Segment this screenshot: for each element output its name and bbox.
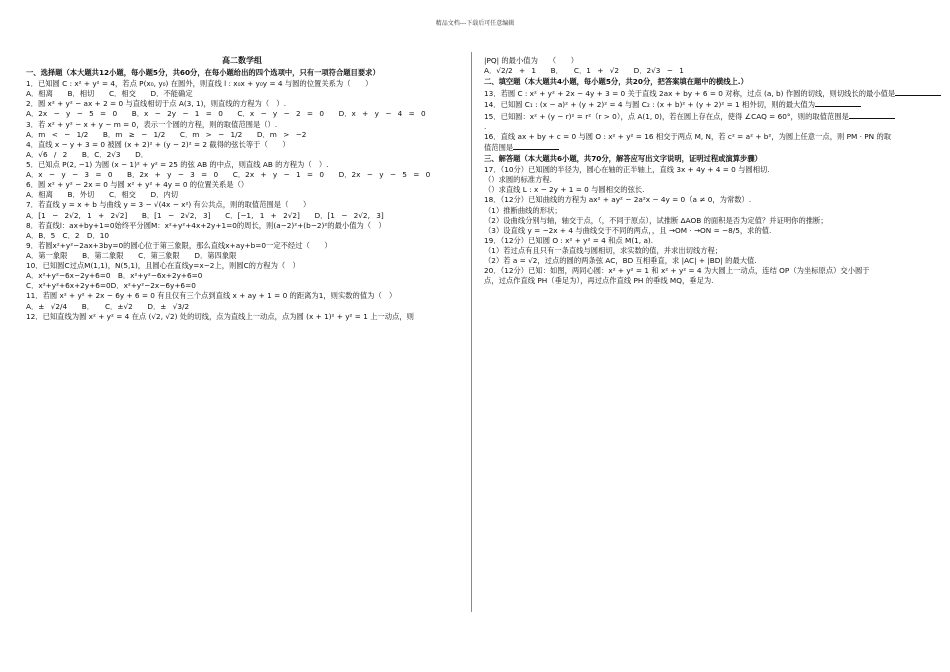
right-column [484, 56, 924, 286]
question-line [26, 261, 458, 270]
line-text: A．相离 B．相切 C．相交 D．不能确定 [26, 89, 193, 99]
line-text: 二、填空题（本大题共4小题，每小题5分，共20分，把答案填在题中的横线上.） [484, 77, 748, 87]
question-line [26, 200, 458, 209]
line-text: C．x²+y²+6x+2y+6=0D．x²+y²−2x−6y+6=0 [26, 281, 196, 291]
line-text: 一、选择题（本大题共12小题，每小题5分，共60分，在每小题给出的四个选项中，只有一项符合题目要求） [26, 68, 380, 77]
line-text: 三、解答题（本大题共6小题，共70分，解答应写出文字说明，证明过程或演算步骤） [484, 153, 762, 163]
question-line [484, 216, 924, 225]
question-line [484, 132, 924, 141]
question-line [484, 266, 924, 275]
question-line [26, 120, 458, 129]
line-text: 20．（12分）已知：如图，两同心圆：x² + y² = 1 和 x² + y² = 4 为大圆上一动点，连结 OP（为坐标原点）交小圆于 [484, 266, 870, 276]
line-text: A．2x − y − 5 = 0 B．x − 2y − 1 = 0 C．x − y − 2 = 0 D．x + y − 4 = 0 [26, 109, 426, 119]
question-line [484, 56, 924, 65]
line-text: 9．若圆x²+y²−2ax+3by=0的圆心位于第三象限，那么直线x+ay+b=0一定不经过（ ） [26, 240, 332, 250]
line-text: A．B．5 C．2 D．10 [26, 230, 110, 240]
section-heading [484, 154, 924, 163]
line-text: A．√6 / 2 B．C．2√3 D． [26, 149, 149, 159]
answer-options [26, 190, 458, 199]
answer-blank[interactable] [815, 99, 861, 107]
line-text: A．x − y − 3 = 0 B．2x + y − 3 = 0 C．2x + y − 1 = 0 D．2x − y − 5 = 0 [26, 170, 431, 180]
section-heading [26, 68, 458, 77]
answer-blank[interactable] [513, 142, 559, 150]
page-header: 精品文档---下载后可任意编辑 [435, 20, 515, 27]
question-line [26, 140, 458, 149]
line-text: A．[1 − 2√2, 1 + 2√2] B．[1 − 2√2, 3] C．[−1, 1 + 2√2] D．[1 − 2√2, 3] [26, 210, 384, 220]
line-text: A．√2/2 + 1 B． C．1 + √2 D．2√3 − 1 [484, 66, 684, 76]
question-line [26, 180, 458, 189]
question-line [26, 79, 458, 88]
question-line [484, 256, 924, 265]
answer-options [26, 231, 458, 240]
section-heading [484, 77, 924, 86]
question-line [26, 291, 458, 300]
answer-options [26, 170, 458, 179]
line-text: 16．直线 ax + by + c = 0 与圆 O : x² + y² = 16 相交于两点 M, N，若 c² = a² + b²，为圆上任意一点，则 PM · PN 的取 [484, 131, 892, 141]
line-text: 1．已知圆 C : x² + y² = 4，若点 P(x₀, y₀) 在圆外，则直线 l : x₀x + y₀y = 4 与圆的位置关系为（ ） [26, 79, 373, 89]
line-text: 19．（12分）已知圆 O : x² + y² = 4 和点 M(1, a). [484, 235, 654, 245]
line-text: 10．已知圆C过点M(1,1)，N(5,1)，且圆心在直线y=x−2上，则圆C的方程为（ ） [26, 261, 300, 271]
line-text: 点，过点作直线 PH（垂足为），再过点作直线 PH 的垂线 MQ，垂足为. [484, 276, 714, 286]
line-text: 值范围是 [484, 142, 514, 152]
line-text: 3．若 x² + y² − x + y − m = 0，表示一个圆的方程，则的取值范围是（）. [26, 119, 278, 129]
question-line [484, 185, 924, 194]
line-text: A．m < − 1/2 B．m ≥ − 1/2 C．m > − 1/2 D．m > −2 [26, 129, 307, 139]
line-text: 13．若圆 C : x² + y² + 2x − 4y + 3 = 0 关于直线 2ax + by + 6 = 0 对称，过点 (a, b) 作圆的切线，则切线长的最小值是 [484, 89, 896, 99]
line-text: （3）设直线 y = −2x + 4 与曲线交于不同的两点，，且 →OM · →ON = −8/5，求的值. [484, 225, 772, 235]
answer-options [26, 211, 458, 220]
question-line [484, 165, 924, 174]
line-text: 12．已知直线为圆 x² + y² = 4 在点 (√2, √2) 处的切线，点为直线上一动点，点为圆 (x + 1)² + y² = 1 上一动点，则 [26, 311, 414, 321]
question-line [26, 221, 458, 230]
line-text: A．第一象限 B．第二象限 C．第三象限 D．第四象限 [26, 250, 237, 260]
line-text: 8．若直线l：ax+by+1=0始终平分圆M：x²+y²+4x+2y+1=0的周长，则(a−2)²+(b−2)²的最小值为（ ） [26, 220, 386, 230]
question-line [484, 206, 924, 215]
answer-options [26, 89, 458, 98]
exam-title: 高二数学组 [222, 56, 262, 65]
question-line [26, 99, 458, 108]
line-text: 11．若圆 x² + y² + 2x − 6y + 6 = 0 有且仅有三个点到直线 x + ay + 1 = 0 的距离为1，则实数的值为（ ） [26, 291, 397, 301]
right-lines [484, 56, 924, 285]
left-lines [26, 68, 458, 321]
answer-options [26, 302, 458, 311]
line-text: |PQ| 的最小值为 （ ） [484, 56, 578, 65]
question-line [484, 236, 924, 245]
line-text: 7．若直线 y = x + b 与曲线 y = 3 − √(4x − x²) 有公共点，则的取值范围是（ ） [26, 200, 311, 210]
line-text: 17．（10分）已知圆的半径为，圆心在轴的正半轴上，直线 3x + 4y + 4 = 0 与圆相切. [484, 165, 770, 175]
line-text: A．相离 B．外切 C．相交 D．内切 [26, 190, 179, 200]
answer-options [484, 66, 924, 75]
answer-options [26, 150, 458, 159]
line-text: （）求直线 L : x − 2y + 1 = 0 与圆相交的弦长. [484, 185, 645, 195]
question-line [484, 276, 924, 285]
column-divider [471, 52, 472, 612]
left-column [26, 56, 458, 322]
question-line [484, 99, 924, 109]
answer-options [26, 109, 458, 118]
question-line [484, 122, 924, 131]
question-line [26, 241, 458, 250]
line-text: （2）设曲线分别与轴，轴交于点，（，不同于原点），试推断 ΔAOB 的面积是否为定值？并证明你的推断； [484, 215, 828, 225]
line-text: （）求圆的标准方程. [484, 175, 552, 185]
line-text: （1）推断曲线的形状； [484, 205, 562, 215]
line-text: 5．已知点 P(2, −1) 为圆 (x − 1)² + y² = 25 的弦 AB 的中点，则直线 AB 的方程为（ ）. [26, 159, 329, 169]
question-line [484, 195, 924, 204]
question-line [484, 88, 924, 98]
line-text: 18．（12分）已知曲线的方程为 ax² + ay² − 2a²x − 4y = 0（a ≠ 0，为常数）. [484, 195, 752, 205]
line-text: 15．已知圆：x² + (y − r)² = r²（r > 0），点 A(1, 0)，若在圆上存在点，使得 ∠CAQ = 60°，则的取值范围是 [484, 111, 849, 121]
question-line [484, 175, 924, 184]
answer-options [26, 130, 458, 139]
question-line [26, 160, 458, 169]
question-line [484, 111, 924, 121]
line-text: 4．直线 x − y + 3 = 0 被圆 (x + 2)² + (y − 2)² = 2 截得的弦长等于（ ） [26, 139, 290, 149]
line-text: 14．已知圆 C₁ : (x − a)² + (y + 2)² = 4 与圆 C₂ : (x + b)² + (y + 2)² = 1 相外切，则的最大值为 [484, 100, 815, 110]
answer-blank[interactable] [895, 88, 941, 96]
line-text: （2）若 a = √2，过点的圆的两条弦 AC，BD 互相垂直，求 |AC| + |BD| 的最大值. [484, 256, 757, 266]
line-text: A．x²+y²−6x−2y+6=0 B．x²+y²−6x+2y+6=0 [26, 271, 203, 281]
question-line [26, 281, 458, 290]
line-text: . [484, 121, 487, 131]
question-line [26, 271, 458, 280]
answer-options [26, 251, 458, 260]
question-line [484, 246, 924, 255]
line-text: 2．圆 x² + y² − ax + 2 = 0 与直线相切于点 A(3, 1)，则直线的方程为（ ）. [26, 99, 287, 109]
question-line [26, 312, 458, 321]
question-line [484, 226, 924, 235]
line-text: 6．圆 x² + y² − 2x = 0 与圆 x² + y² + 4y = 0 的位置关系是（） [26, 180, 249, 190]
question-line [484, 142, 924, 152]
line-text: （1）若过点有且只有一条直线与圆相切，求实数的值，并求出切线方程； [484, 245, 723, 255]
line-text: A．± √2/4 B． C．±√2 D．± √3/2 [26, 301, 190, 311]
answer-blank[interactable] [849, 111, 895, 119]
